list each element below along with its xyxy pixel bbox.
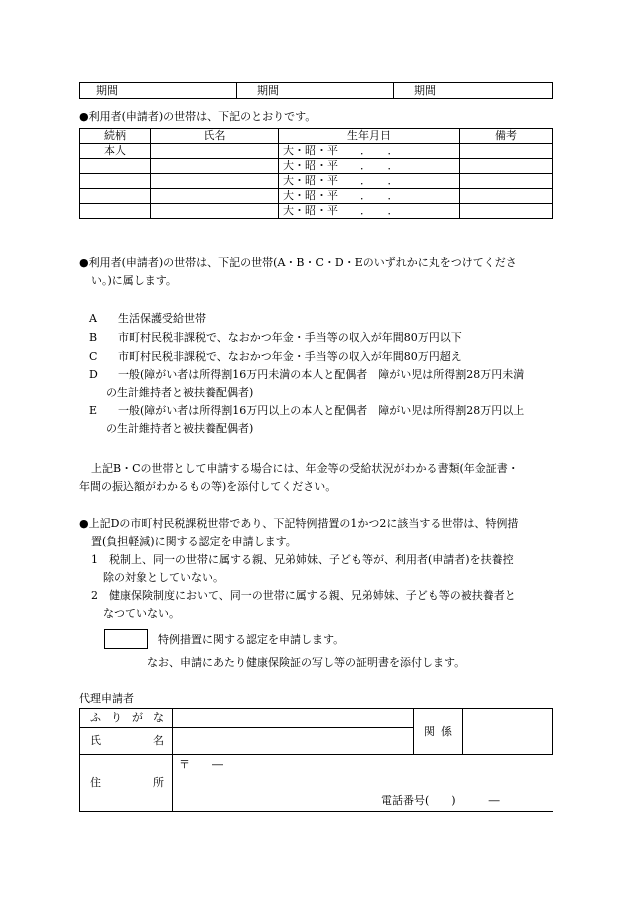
period-cell: 期間	[80, 83, 237, 99]
category-letter-d: D	[89, 368, 98, 381]
relation-cell[interactable]: 本人	[80, 144, 151, 159]
name-cell[interactable]	[151, 204, 279, 219]
name-cell[interactable]	[151, 174, 279, 189]
birthdate-cell[interactable]: 大・昭・平 ． ．	[279, 189, 460, 204]
category-text-c: 市町村民税非課税で、なおかつ年金・手当等の収入が年間80万円超え	[118, 350, 462, 363]
category-letter-b: B	[89, 331, 98, 344]
category-text-e-cont: の生計維持者と被扶養配偶者)	[106, 422, 254, 435]
category-text-a: 生活保護受給世帯	[118, 312, 206, 325]
checkbox-note: なお、申請にあたり健康保険証の写し等の証明書を添付します。	[147, 656, 466, 669]
furigana-label: ふ り が な	[80, 709, 173, 728]
relation-input[interactable]	[463, 709, 553, 755]
name-cell[interactable]	[151, 144, 279, 159]
header-birthdate: 生年月日	[279, 129, 460, 144]
name-label: 氏 名	[80, 728, 173, 755]
table-header-row	[80, 129, 553, 144]
category-note-line2: 年間の振込額がわかるもの等)を添付してください。	[79, 480, 337, 493]
remarks-cell[interactable]	[460, 204, 553, 219]
birthdate-cell[interactable]: 大・昭・平 ． ．	[279, 174, 460, 189]
remarks-cell[interactable]	[460, 144, 553, 159]
period-cell: 期間	[237, 83, 394, 99]
name-cell[interactable]	[151, 189, 279, 204]
birthdate-cell[interactable]: 大・昭・平 ． ．	[279, 204, 460, 219]
header-remarks: 備考	[460, 129, 553, 144]
name-input[interactable]	[173, 728, 414, 755]
special-item1-line2: 除の対象としていない。	[103, 571, 224, 584]
relation-cell[interactable]	[80, 189, 151, 204]
table-row	[80, 189, 553, 204]
birthdate-cell[interactable]: 大・昭・平 ． ．	[279, 144, 460, 159]
remarks-cell[interactable]	[460, 159, 553, 174]
header-name: 氏名	[151, 129, 279, 144]
remarks-cell[interactable]	[460, 189, 553, 204]
postal-prefix: 〒 ―	[179, 758, 223, 771]
address-input[interactable]	[173, 755, 553, 812]
remarks-cell[interactable]	[460, 174, 553, 189]
phone-label: 電話番号( ) ―	[381, 794, 500, 807]
relation-cell[interactable]	[80, 174, 151, 189]
table-row	[80, 159, 553, 174]
period-cell: 期間	[394, 83, 553, 99]
table-row	[80, 174, 553, 189]
category-letter-e: E	[89, 404, 98, 417]
special-heading-line2: 置(負担軽減)に関する認定を申請します。	[91, 535, 297, 548]
special-item1-line1: 1 税制上、同一の世帯に属する親、兄弟姉妹、子ども等が、利用者(申請者)を扶養控	[91, 553, 514, 566]
category-text-e: 一般(障がい者は所得割16万円以上の本人と配偶者 障がい児は所得割28万円以上	[118, 404, 525, 417]
checkbox-label: 特例措置に関する認定を申請します。	[158, 633, 345, 646]
address-row	[80, 755, 553, 812]
household-table	[79, 128, 553, 219]
category-letter-a: A	[89, 312, 97, 325]
household-heading: ●利用者(申請者)の世帯は、下記のとおりです。	[79, 110, 317, 123]
header-relation: 続柄	[80, 129, 151, 144]
special-heading-line1: ●上記Dの市町村民税課税世帯であり、下記特例措置の1かつ2に該当する世帯は、特例措	[79, 517, 519, 530]
category-note-line1: 上記B・Cの世帯として申請する場合には、年金等の受給状況がわかる書類(年金証書・	[91, 462, 519, 475]
name-cell[interactable]	[151, 159, 279, 174]
category-letter-c: C	[89, 350, 98, 363]
relation-label: 関 係	[414, 709, 463, 755]
birthdate-cell[interactable]: 大・昭・平 ． ．	[279, 159, 460, 174]
furigana-row	[80, 709, 553, 728]
relation-cell[interactable]	[80, 204, 151, 219]
table-row	[80, 144, 553, 159]
special-item2-line1: 2 健康保険制度において、同一の世帯に属する親、兄弟姉妹、子ども等の被扶養者と	[91, 589, 516, 602]
table-row	[80, 204, 553, 219]
agent-table	[79, 708, 553, 812]
category-heading-line2: い。)に属します。	[91, 274, 177, 287]
category-text-d: 一般(障がい者は所得割16万円未満の本人と配偶者 障がい児は所得割28万円未満	[118, 368, 525, 381]
special-item2-line2: なつていない。	[103, 607, 180, 620]
relation-cell[interactable]	[80, 159, 151, 174]
category-heading-line1: ●利用者(申請者)の世帯は、下記の世帯(A・B・C・D・Eのいずれかに丸をつけてくださ	[79, 256, 517, 269]
address-label: 住 所	[80, 755, 173, 812]
category-text-b: 市町村民税非課税で、なおかつ年金・手当等の収入が年間80万円以下	[118, 331, 462, 344]
category-text-d-cont: の生計維持者と被扶養配偶者)	[106, 386, 254, 399]
period-table	[79, 82, 553, 99]
agent-title: 代理申請者	[79, 692, 134, 705]
special-measure-checkbox[interactable]	[104, 629, 148, 649]
furigana-input[interactable]	[173, 709, 414, 728]
